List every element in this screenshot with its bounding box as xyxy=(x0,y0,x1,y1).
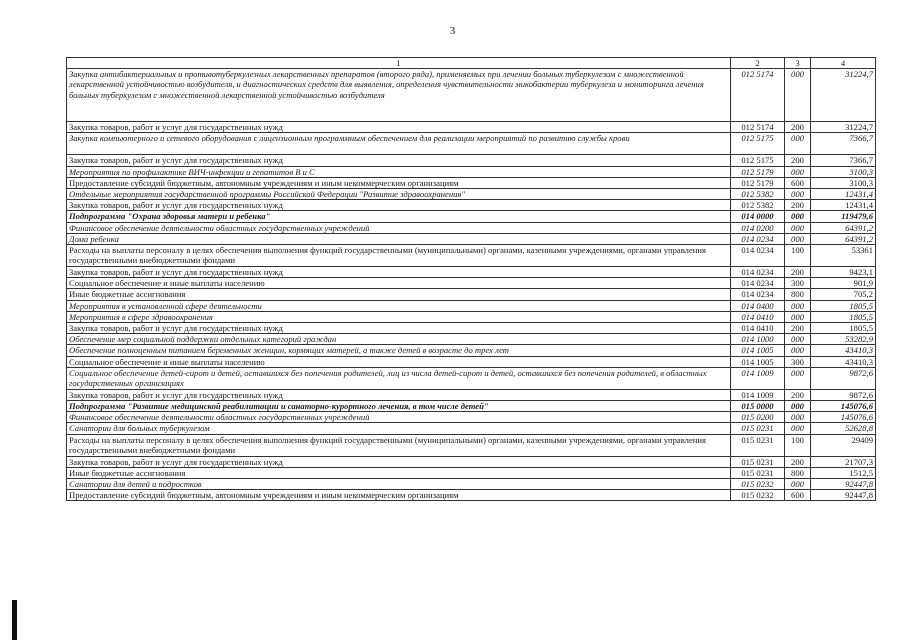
row-expense-type-cell: 100 xyxy=(785,434,811,456)
row-code-cell: 014 0234 xyxy=(731,289,785,300)
row-expense-type-cell: 200 xyxy=(785,389,811,400)
row-expense-type-cell: 000 xyxy=(785,345,811,356)
row-description-cell: Мероприятия в установленной сфере деятельности xyxy=(67,300,731,311)
table-row xyxy=(67,356,876,367)
row-code-cell: 014 1005 xyxy=(731,345,785,356)
row-description-cell: Мероприятия в сфере здравоохранения xyxy=(67,311,731,322)
row-expense-type-cell: 000 xyxy=(785,222,811,233)
row-expense-type-cell: 600 xyxy=(785,177,811,188)
table-row xyxy=(67,467,876,478)
row-amount-cell: 9872,6 xyxy=(811,367,876,389)
row-code-cell: 014 1009 xyxy=(731,367,785,389)
row-description-cell: Отдельные мероприятия государственной программы Российской Федерации "Развитие здравоохранения" xyxy=(67,189,731,200)
row-code-cell: 015 0000 xyxy=(731,401,785,412)
row-code-cell: 015 0231 xyxy=(731,467,785,478)
row-amount-cell: 7366,7 xyxy=(811,133,876,155)
row-expense-type-cell: 100 xyxy=(785,245,811,267)
table-row xyxy=(67,479,876,490)
row-amount-cell: 31224,7 xyxy=(811,122,876,133)
row-amount-cell: 9872,6 xyxy=(811,389,876,400)
row-amount-cell: 145076,6 xyxy=(811,401,876,412)
table-row xyxy=(67,389,876,400)
row-code-cell: 015 0232 xyxy=(731,479,785,490)
row-description-cell: Закупка товаров, работ и услуг для государственных нужд xyxy=(67,200,731,211)
row-code-cell: 012 5175 xyxy=(731,155,785,166)
row-code-cell: 012 5382 xyxy=(731,189,785,200)
table-row xyxy=(67,122,876,133)
table-row xyxy=(67,423,876,434)
table-row xyxy=(67,267,876,278)
row-expense-type-cell: 000 xyxy=(785,166,811,177)
row-expense-type-cell: 300 xyxy=(785,356,811,367)
row-expense-type-cell: 000 xyxy=(785,412,811,423)
header-col-2: 2 xyxy=(731,58,785,69)
row-amount-cell: 53282,9 xyxy=(811,334,876,345)
row-amount-cell: 64391,2 xyxy=(811,233,876,244)
row-amount-cell: 12431,4 xyxy=(811,189,876,200)
row-expense-type-cell: 000 xyxy=(785,423,811,434)
row-expense-type-cell: 200 xyxy=(785,122,811,133)
row-expense-type-cell: 300 xyxy=(785,278,811,289)
table-row xyxy=(67,166,876,177)
page-number: 3 xyxy=(449,25,456,37)
row-description-cell: Предоставление субсидий бюджетным, автономным учреждениям и иным некоммерческим организациям xyxy=(67,490,731,501)
row-amount-cell: 1805,5 xyxy=(811,300,876,311)
table-row xyxy=(67,456,876,467)
row-expense-type-cell: 000 xyxy=(785,133,811,155)
row-code-cell: 012 5179 xyxy=(731,177,785,188)
row-code-cell: 014 0234 xyxy=(731,245,785,267)
row-expense-type-cell: 200 xyxy=(785,200,811,211)
table-row xyxy=(67,177,876,188)
table-row xyxy=(67,490,876,501)
row-code-cell: 014 0410 xyxy=(731,311,785,322)
row-amount-cell: 1805,5 xyxy=(811,311,876,322)
row-expense-type-cell: 800 xyxy=(785,289,811,300)
row-expense-type-cell: 200 xyxy=(785,267,811,278)
row-description-cell: Закупка товаров, работ и услуг для государственных нужд xyxy=(67,267,731,278)
row-code-cell: 012 5175 xyxy=(731,133,785,155)
row-expense-type-cell: 000 xyxy=(785,233,811,244)
row-code-cell: 014 0400 xyxy=(731,300,785,311)
row-code-cell: 012 5179 xyxy=(731,166,785,177)
header-col-1: 1 xyxy=(67,58,731,69)
row-description-cell: Мероприятия по профилактике ВИЧ-инфекции и гепатитов В и С xyxy=(67,166,731,177)
table-row xyxy=(67,300,876,311)
row-expense-type-cell: 000 xyxy=(785,189,811,200)
row-code-cell: 014 1005 xyxy=(731,356,785,367)
row-amount-cell: 92447,8 xyxy=(811,479,876,490)
table-row xyxy=(67,155,876,166)
row-description-cell: Социальное обеспечение детей-сирот и детей, оставшихся без попечения родителей, лиц из числа детей-сирот и детей, оставшихся без попечения родителей, в областных государственных организациях xyxy=(67,367,731,389)
row-expense-type-cell: 200 xyxy=(785,456,811,467)
row-description-cell: Закупка товаров, работ и услуг для государственных нужд xyxy=(67,155,731,166)
row-amount-cell: 3100,3 xyxy=(811,166,876,177)
row-description-cell: Социальное обеспечение и иные выплаты населению xyxy=(67,356,731,367)
row-amount-cell: 1805,5 xyxy=(811,323,876,334)
row-amount-cell: 53361 xyxy=(811,245,876,267)
table-row xyxy=(67,289,876,300)
row-description-cell: Закупка товаров, работ и услуг для государственных нужд xyxy=(67,122,731,133)
budget-table xyxy=(66,57,876,501)
header-col-4: 4 xyxy=(811,58,876,69)
row-code-cell: 014 1009 xyxy=(731,389,785,400)
row-amount-cell: 52628,8 xyxy=(811,423,876,434)
row-description-cell: Финансовое обеспечение деятельности областных государственных учреждений xyxy=(67,222,731,233)
table-row xyxy=(67,311,876,322)
row-description-cell: Обеспечение полноценным питанием беременных женщин, кормящих матерей, а также детей в возрасте до трех лет xyxy=(67,345,731,356)
row-code-cell: 015 0231 xyxy=(731,423,785,434)
table-row xyxy=(67,222,876,233)
row-expense-type-cell: 000 xyxy=(785,311,811,322)
row-amount-cell: 9423,1 xyxy=(811,267,876,278)
row-code-cell: 014 0000 xyxy=(731,211,785,222)
row-code-cell: 014 0234 xyxy=(731,233,785,244)
row-description-cell: Закупка товаров, работ и услуг для государственных нужд xyxy=(67,323,731,334)
row-expense-type-cell: 000 xyxy=(785,367,811,389)
table-row xyxy=(67,367,876,389)
row-amount-cell: 145076,6 xyxy=(811,412,876,423)
row-amount-cell: 64391,2 xyxy=(811,222,876,233)
row-expense-type-cell: 000 xyxy=(785,211,811,222)
row-expense-type-cell: 000 xyxy=(785,479,811,490)
row-code-cell: 012 5382 xyxy=(731,200,785,211)
table-row xyxy=(67,434,876,456)
row-description-cell: Обеспечение мер социальной поддержки отдельных категорий граждан xyxy=(67,334,731,345)
row-expense-type-cell: 600 xyxy=(785,490,811,501)
row-amount-cell: 12431,4 xyxy=(811,200,876,211)
row-description-cell: Расходы на выплаты персоналу в целях обеспечения выполнения функций государственными (муниципальными) органами, казенными учреждениями, органами управления государственными внебюджетными фондами xyxy=(67,434,731,456)
table-row xyxy=(67,345,876,356)
row-description-cell: Финансовое обеспечение деятельности областных государственных учреждений xyxy=(67,412,731,423)
row-code-cell: 015 0200 xyxy=(731,412,785,423)
row-amount-cell: 92447,8 xyxy=(811,490,876,501)
row-amount-cell: 901,9 xyxy=(811,278,876,289)
table-row xyxy=(67,278,876,289)
row-expense-type-cell: 000 xyxy=(785,69,811,122)
table-body xyxy=(67,69,876,501)
table-row xyxy=(67,323,876,334)
table-row xyxy=(67,233,876,244)
row-code-cell: 015 0231 xyxy=(731,456,785,467)
row-code-cell: 014 0410 xyxy=(731,323,785,334)
row-code-cell: 015 0231 xyxy=(731,434,785,456)
row-expense-type-cell: 000 xyxy=(785,300,811,311)
table-row xyxy=(67,189,876,200)
row-code-cell: 014 1000 xyxy=(731,334,785,345)
row-description-cell: Иные бюджетные ассигнования xyxy=(67,289,731,300)
row-amount-cell: 31224,7 xyxy=(811,69,876,122)
table-row xyxy=(67,200,876,211)
table-row xyxy=(67,133,876,155)
row-description-cell: Предоставление субсидий бюджетным, автономным учреждениям и иным некоммерческим организациям xyxy=(67,177,731,188)
row-amount-cell: 1512,5 xyxy=(811,467,876,478)
row-amount-cell: 705,2 xyxy=(811,289,876,300)
row-description-cell: Подпрограмма "Развитие медицинской реабилитации и санаторно-курортного лечения, в том числе детей" xyxy=(67,401,731,412)
row-amount-cell: 3100,3 xyxy=(811,177,876,188)
row-description-cell: Закупка товаров, работ и услуг для государственных нужд xyxy=(67,456,731,467)
row-description-cell: Социальное обеспечение и иные выплаты населению xyxy=(67,278,731,289)
row-expense-type-cell: 000 xyxy=(785,334,811,345)
header-col-3: 3 xyxy=(785,58,811,69)
row-code-cell: 014 0234 xyxy=(731,267,785,278)
table-row xyxy=(67,401,876,412)
row-code-cell: 012 5174 xyxy=(731,69,785,122)
table-header-row xyxy=(67,58,876,69)
table-row xyxy=(67,69,876,122)
row-description-cell: Иные бюджетные ассигнования xyxy=(67,467,731,478)
row-amount-cell: 43410,3 xyxy=(811,356,876,367)
row-description-cell: Расходы на выплаты персоналу в целях обеспечения выполнения функций государственными (муниципальными) органами, казенными учреждениями, органами управления государственными внебюджетными фондами xyxy=(67,245,731,267)
row-expense-type-cell: 200 xyxy=(785,323,811,334)
row-amount-cell: 21707,3 xyxy=(811,456,876,467)
row-description-cell: Закупка товаров, работ и услуг для государственных нужд xyxy=(67,389,731,400)
row-code-cell: 015 0232 xyxy=(731,490,785,501)
table-row xyxy=(67,245,876,267)
table-row xyxy=(67,211,876,222)
row-amount-cell: 7366,7 xyxy=(811,155,876,166)
row-description-cell: Санатории для больных туберкулезом xyxy=(67,423,731,434)
row-expense-type-cell: 000 xyxy=(785,401,811,412)
row-expense-type-cell: 200 xyxy=(785,155,811,166)
scan-edge-mark xyxy=(12,600,17,640)
row-code-cell: 014 0200 xyxy=(731,222,785,233)
row-description-cell: Закупка компьютерного и сетевого оборудования с лицензионным программным обеспечением для реализации мероприятий по развитию службы крови xyxy=(67,133,731,155)
row-description-cell: Закупка антибактериальных и противотуберкулезных лекарственных препаратов (второго ряда), применяемых при лечении больных туберкулезом с множественной лекарственной устойчивостью возбудителя, и диагностических средств для выявления, определения чувствительности микобактерии туберкулеза и мониторинга лечения больных туберкулезом с множественной лекарственной устойчивостью возбудителя xyxy=(67,69,731,122)
row-code-cell: 012 5174 xyxy=(731,122,785,133)
row-amount-cell: 29409 xyxy=(811,434,876,456)
row-description-cell: Дома ребенка xyxy=(67,233,731,244)
row-amount-cell: 43410,3 xyxy=(811,345,876,356)
row-expense-type-cell: 800 xyxy=(785,467,811,478)
row-description-cell: Подпрограмма "Охрана здоровья матери и ребенка" xyxy=(67,211,731,222)
row-description-cell: Санатории для детей и подростков xyxy=(67,479,731,490)
row-amount-cell: 119479,6 xyxy=(811,211,876,222)
table-row xyxy=(67,334,876,345)
table-row xyxy=(67,412,876,423)
row-code-cell: 014 0234 xyxy=(731,278,785,289)
